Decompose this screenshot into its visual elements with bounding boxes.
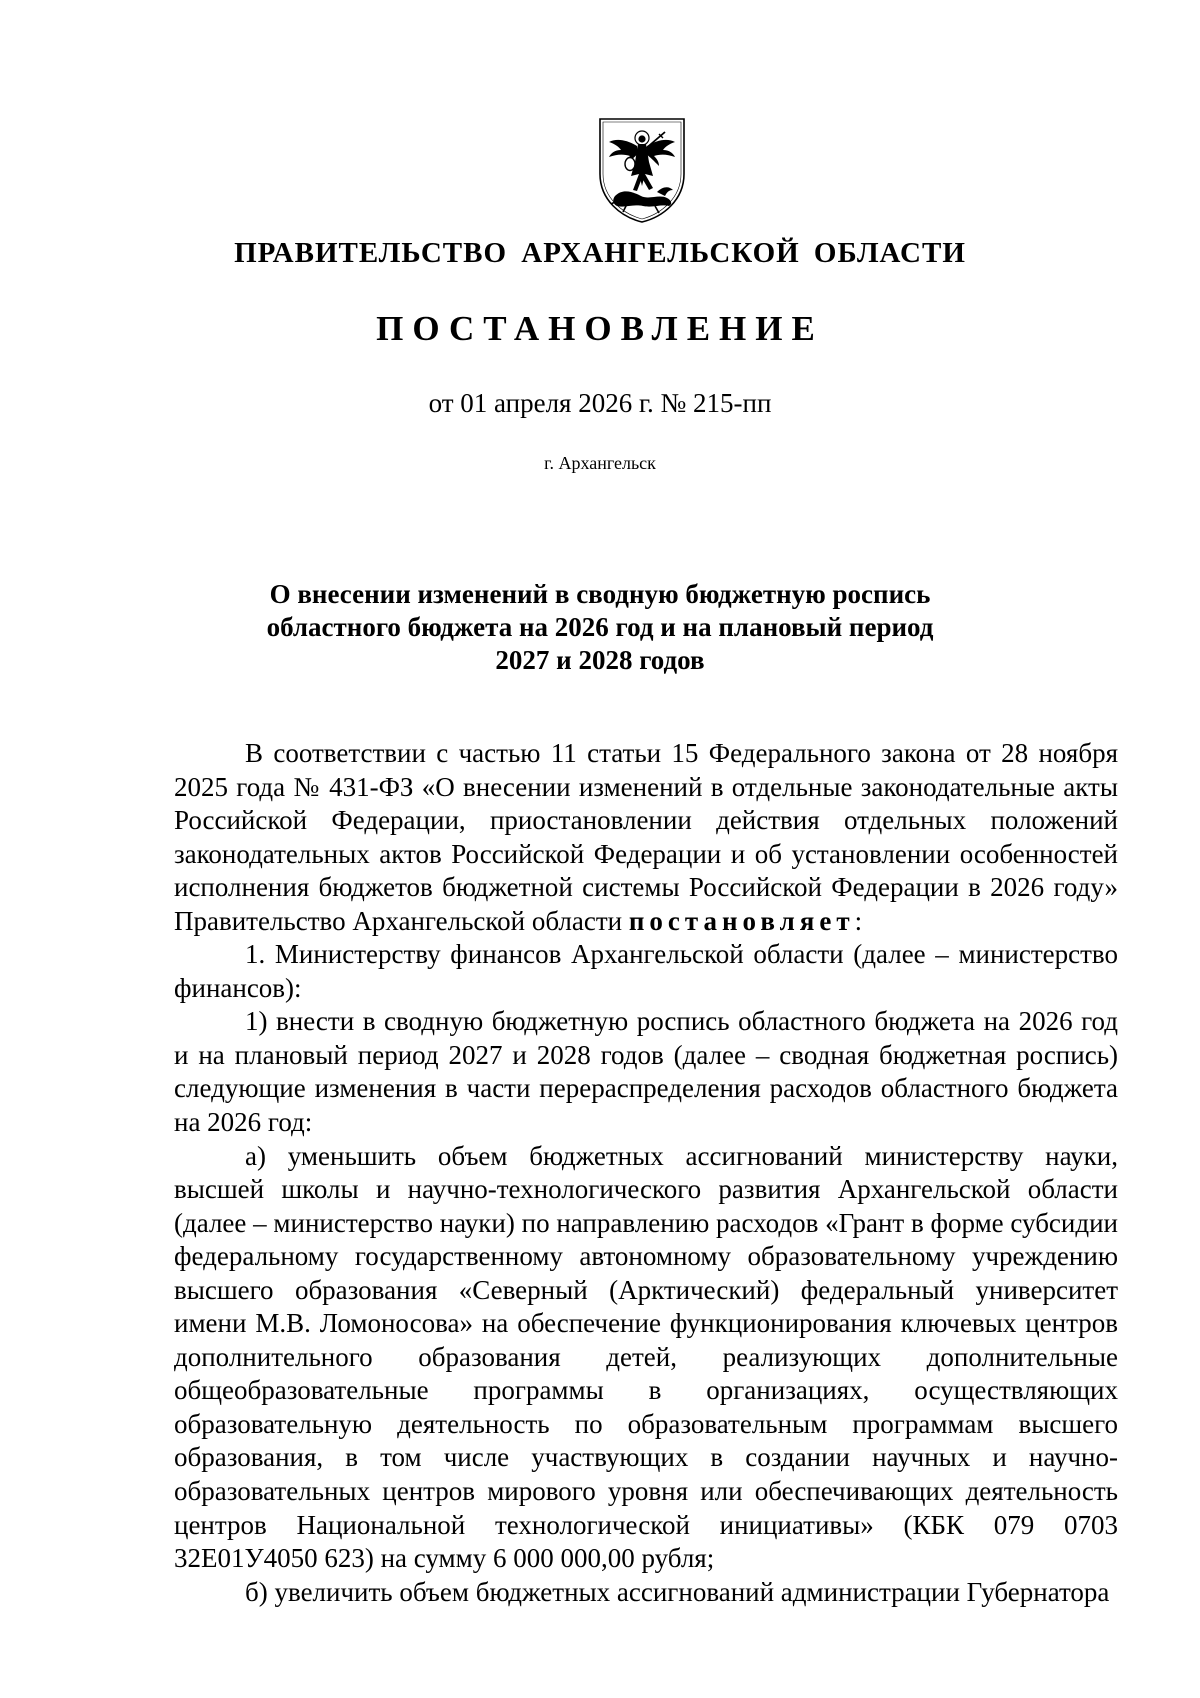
decree-word: постановляет [628, 905, 855, 936]
subject-line-2: областного бюджета на 2026 год и на плановый период [266, 612, 934, 642]
item-1-paragraph: 1. Министерству финансов Архангельской области (далее – министерство финансов): [174, 939, 1118, 1003]
document-date-number: от 01 апреля 2026 г. № 215-пп [428, 388, 772, 418]
coat-of-arms-icon [597, 116, 687, 224]
document-city: г. Архангельск [544, 453, 656, 473]
subject-line-1: О внесении изменений в сводную бюджетную роспись [269, 579, 931, 609]
item-1-1-a-paragraph: а) уменьшить объем бюджетных ассигнований министерству науки, высшей школы и научно-технологического развития Архангельской области (далее – министерство науки) по направлению расходов «Грант в форме субсидии федеральному государственному автономному образовательному учреждению высшего образования «Северный (Арктический) федеральный университет имени М.В. Ломоносова» на обеспечение функционирования ключевых центров дополнительного образования детей, реализующих дополнительные общеобразовательные программы в организациях, осуществляющих образовательную деятельность по образовательным программам высшего образования, в том числе участвующих в создании научных и научно-образовательных центров мирового уровня или обеспечивающих деятельность центров Национальной технологической инициативы» (КБК 079 0703 32Е01У4050 623) на сумму 6 000 000,00 рубля; [174, 1140, 1118, 1574]
preamble-text: В соответствии с частью 11 статьи 15 Федерального закона от 28 ноября 2025 года № 431-ФЗ «О внесении изменений в отдельные законодательные акты Российской Федерации, приостановлении действия отдельных положений законодательных актов Российской Федерации и об установлении особенностей исполнения бюджетов бюджетной системы Российской Федерации в 2026 году» Правительство Архангельской области [174, 738, 1118, 936]
document-type: ПОСТАНОВЛЕНИЕ [376, 309, 824, 348]
item-1-1-paragraph: 1) внести в сводную бюджетную роспись областного бюджета на 2026 год и на плановый период 2027 и 2028 годов (далее – сводная бюджетная роспись) следующие изменения в части перераспределения расходов областного бюджета на 2026 год: [174, 1006, 1118, 1138]
document-body [174, 737, 1118, 1609]
subject-line-3: 2027 и 2028 годов [495, 645, 705, 675]
document-subject [200, 578, 1000, 677]
item-1-1-b-paragraph: б) увеличить объем бюджетных ассигнований администрации Губернатора [245, 1576, 1110, 1607]
government-title: ПРАВИТЕЛЬСТВО АРХАНГЕЛЬСКОЙ ОБЛАСТИ [234, 237, 966, 269]
preamble-paragraph [174, 737, 1118, 938]
decree-colon: : [854, 905, 863, 936]
